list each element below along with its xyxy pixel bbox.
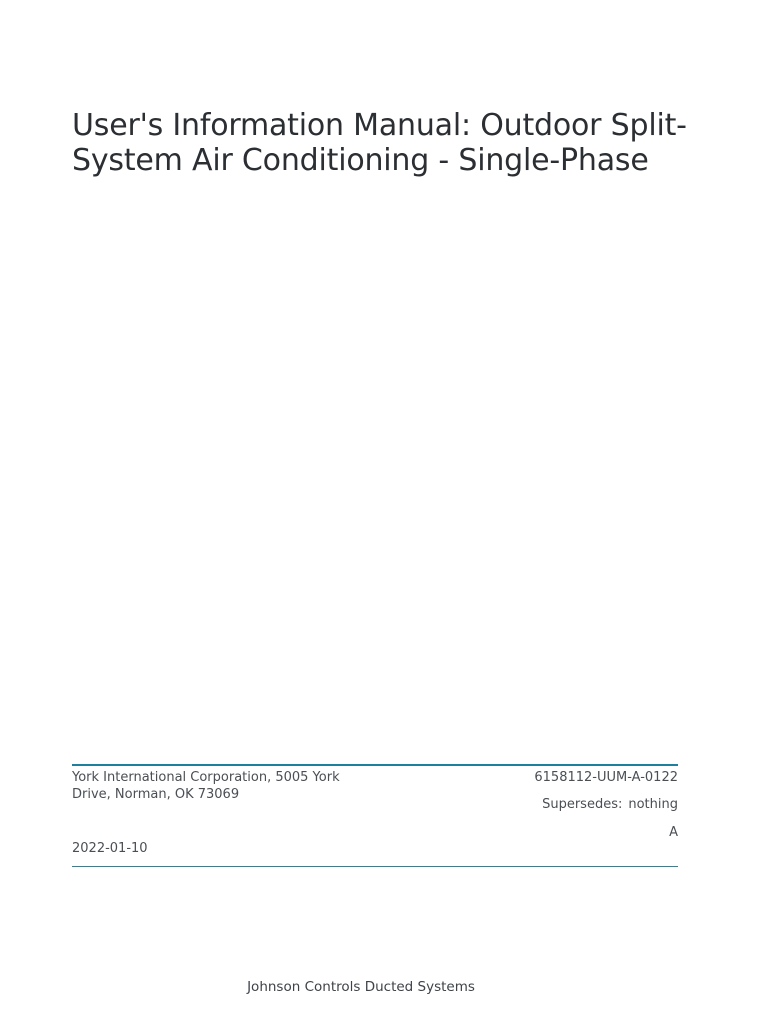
address-line-2: Drive, Norman, OK 73069	[72, 787, 240, 802]
document-title-line-1: User's Information Manual: Outdoor Split-	[72, 108, 687, 143]
publication-date: 2022-01-10	[72, 841, 148, 856]
revision-letter: A	[669, 825, 678, 840]
supersedes-label: Supersedes:	[542, 797, 623, 812]
company-address	[72, 769, 372, 803]
address-line-1: York International Corporation, 5005 York	[72, 770, 340, 785]
footer-company: Johnson Controls Ducted Systems	[247, 979, 475, 995]
document-title-line-2: System Air Conditioning - Single-Phase	[72, 143, 649, 178]
bottom-divider	[72, 866, 678, 867]
document-title	[72, 108, 712, 178]
top-divider	[72, 764, 678, 766]
document-number: 6158112-UUM-A-0122	[534, 770, 678, 785]
supersedes-line	[542, 796, 678, 813]
supersedes-value: nothing	[628, 797, 678, 812]
